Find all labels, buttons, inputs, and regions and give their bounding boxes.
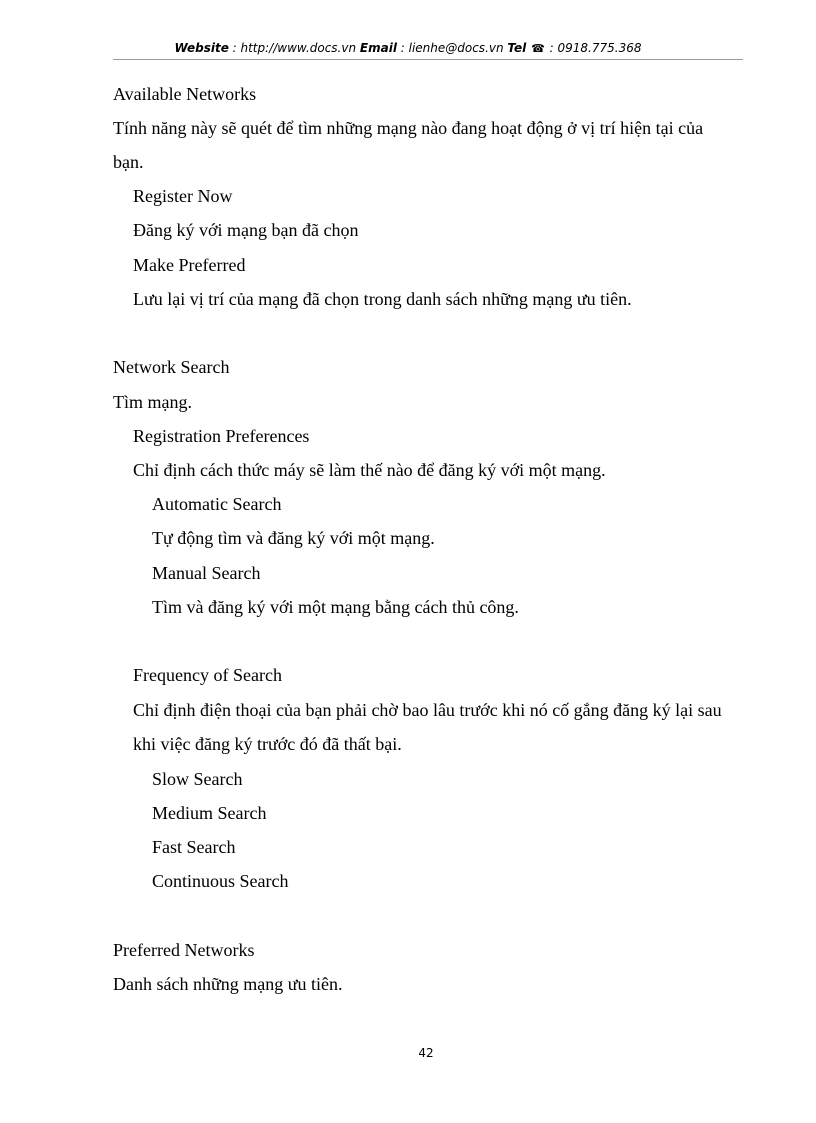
tel-value: : 0918.775.368 [545,41,642,55]
make-preferred-label: Make Preferred [133,255,246,275]
registration-preferences-description: Chỉ định cách thức máy sẽ làm thế nào để đăng ký với một mạng. [133,460,606,480]
network-search-heading: Network Search [113,357,230,377]
header-divider [113,59,743,60]
slow-search-label: Slow Search [152,769,243,789]
available-networks-description: Tính năng này sẽ quét để tìm những mạng nào đang hoạt động ở vị trí hiện tại của bạn. [113,118,704,172]
automatic-search-description: Tự động tìm và đăng ký với một mạng. [152,528,435,548]
website-value: : http://www.docs.vn [228,41,360,55]
continuous-search-label: Continuous Search [152,871,289,891]
frequency-of-search-label: Frequency of Search [133,665,282,685]
preferred-networks-heading: Preferred Networks [113,940,255,960]
network-search-description: Tìm mạng. [113,392,192,412]
website-label: Website [174,41,229,55]
tel-label: Tel [507,41,527,55]
register-now-description: Đăng ký với mạng bạn đã chọn [133,220,359,240]
fast-search-label: Fast Search [152,837,236,857]
email-value: : lienhe@docs.vn [396,41,508,55]
medium-search-label: Medium Search [152,803,267,823]
email-label: Email [359,41,397,55]
telephone-icon: ☎ [531,42,545,55]
preferred-networks-description: Danh sách những mạng ưu tiên. [113,974,343,994]
manual-search-label: Manual Search [152,563,261,583]
frequency-description: Chỉ định điện thoại của bạn phải chờ bao lâu trước khi nó cố gắng đăng ký lại sau khi việc đăng ký trước đó đã thất bại. [133,700,722,754]
available-networks-heading: Available Networks [113,84,257,104]
registration-preferences-label: Registration Preferences [133,426,310,446]
manual-search-description: Tìm và đăng ký với một mạng bằng cách thủ công. [152,597,519,617]
page-number: 42 [418,1046,434,1060]
register-now-label: Register Now [133,186,233,206]
make-preferred-description: Lưu lại vị trí của mạng đã chọn trong danh sách những mạng ưu tiên. [133,289,632,309]
page-header [0,40,816,57]
automatic-search-label: Automatic Search [152,494,282,514]
